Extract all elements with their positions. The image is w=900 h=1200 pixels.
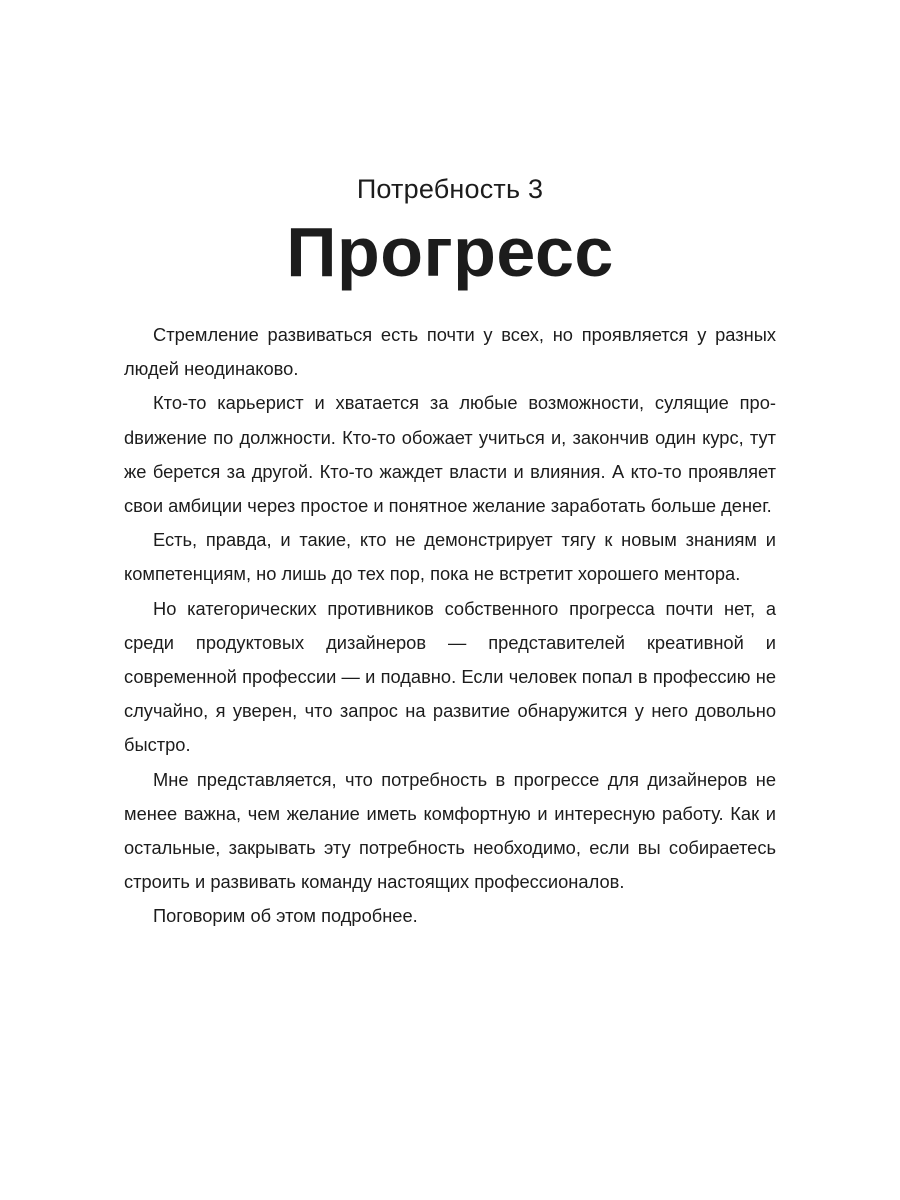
chapter-body xyxy=(124,318,776,934)
paragraph: Но категорических противников собственного прогресса почти нет, а среди продуктовых дизайнеров — представителей креативной и современной профессии — и подавно. Если человек попал в профессию не случайно, я уверен, что запрос на развитие обнаружится у него довольно быстро. xyxy=(124,597,776,756)
paragraph: Поговорим об этом подробнее. xyxy=(153,905,418,927)
chapter-number-label: Потребность 3 xyxy=(356,174,544,204)
paragraph: Кто-то карьерист и хватается за любые возможности, сулящие проdвижение по должности. Кто-то обожает учиться и, закончив один курс, тут же берется за другой. Кто-то жаждет власти и влияния. А кто-то проявляет свои амбиции через простое и понятное желание заработать больше денег. xyxy=(124,392,776,517)
paragraph: Есть, правда, и такие, кто не демонстрирует тягу к новым знаниям и компетенциям, но лишь до тех пор, пока не встретит хорошего ментора. xyxy=(124,529,776,585)
paragraph: Стремление развиваться есть почти у всех, но проявляется у разных людей неодинаково. xyxy=(124,324,776,380)
chapter-title: Прогресс xyxy=(286,213,614,291)
paragraph: Мне представляется, что потребность в прогрессе для дизайнеров не менее важна, чем желание иметь комфортную и интересную работу. Как и остальные, закрывать эту потребность необходимо, если вы собираетесь строить и развивать команду настоящих профессионалов. xyxy=(124,768,776,893)
